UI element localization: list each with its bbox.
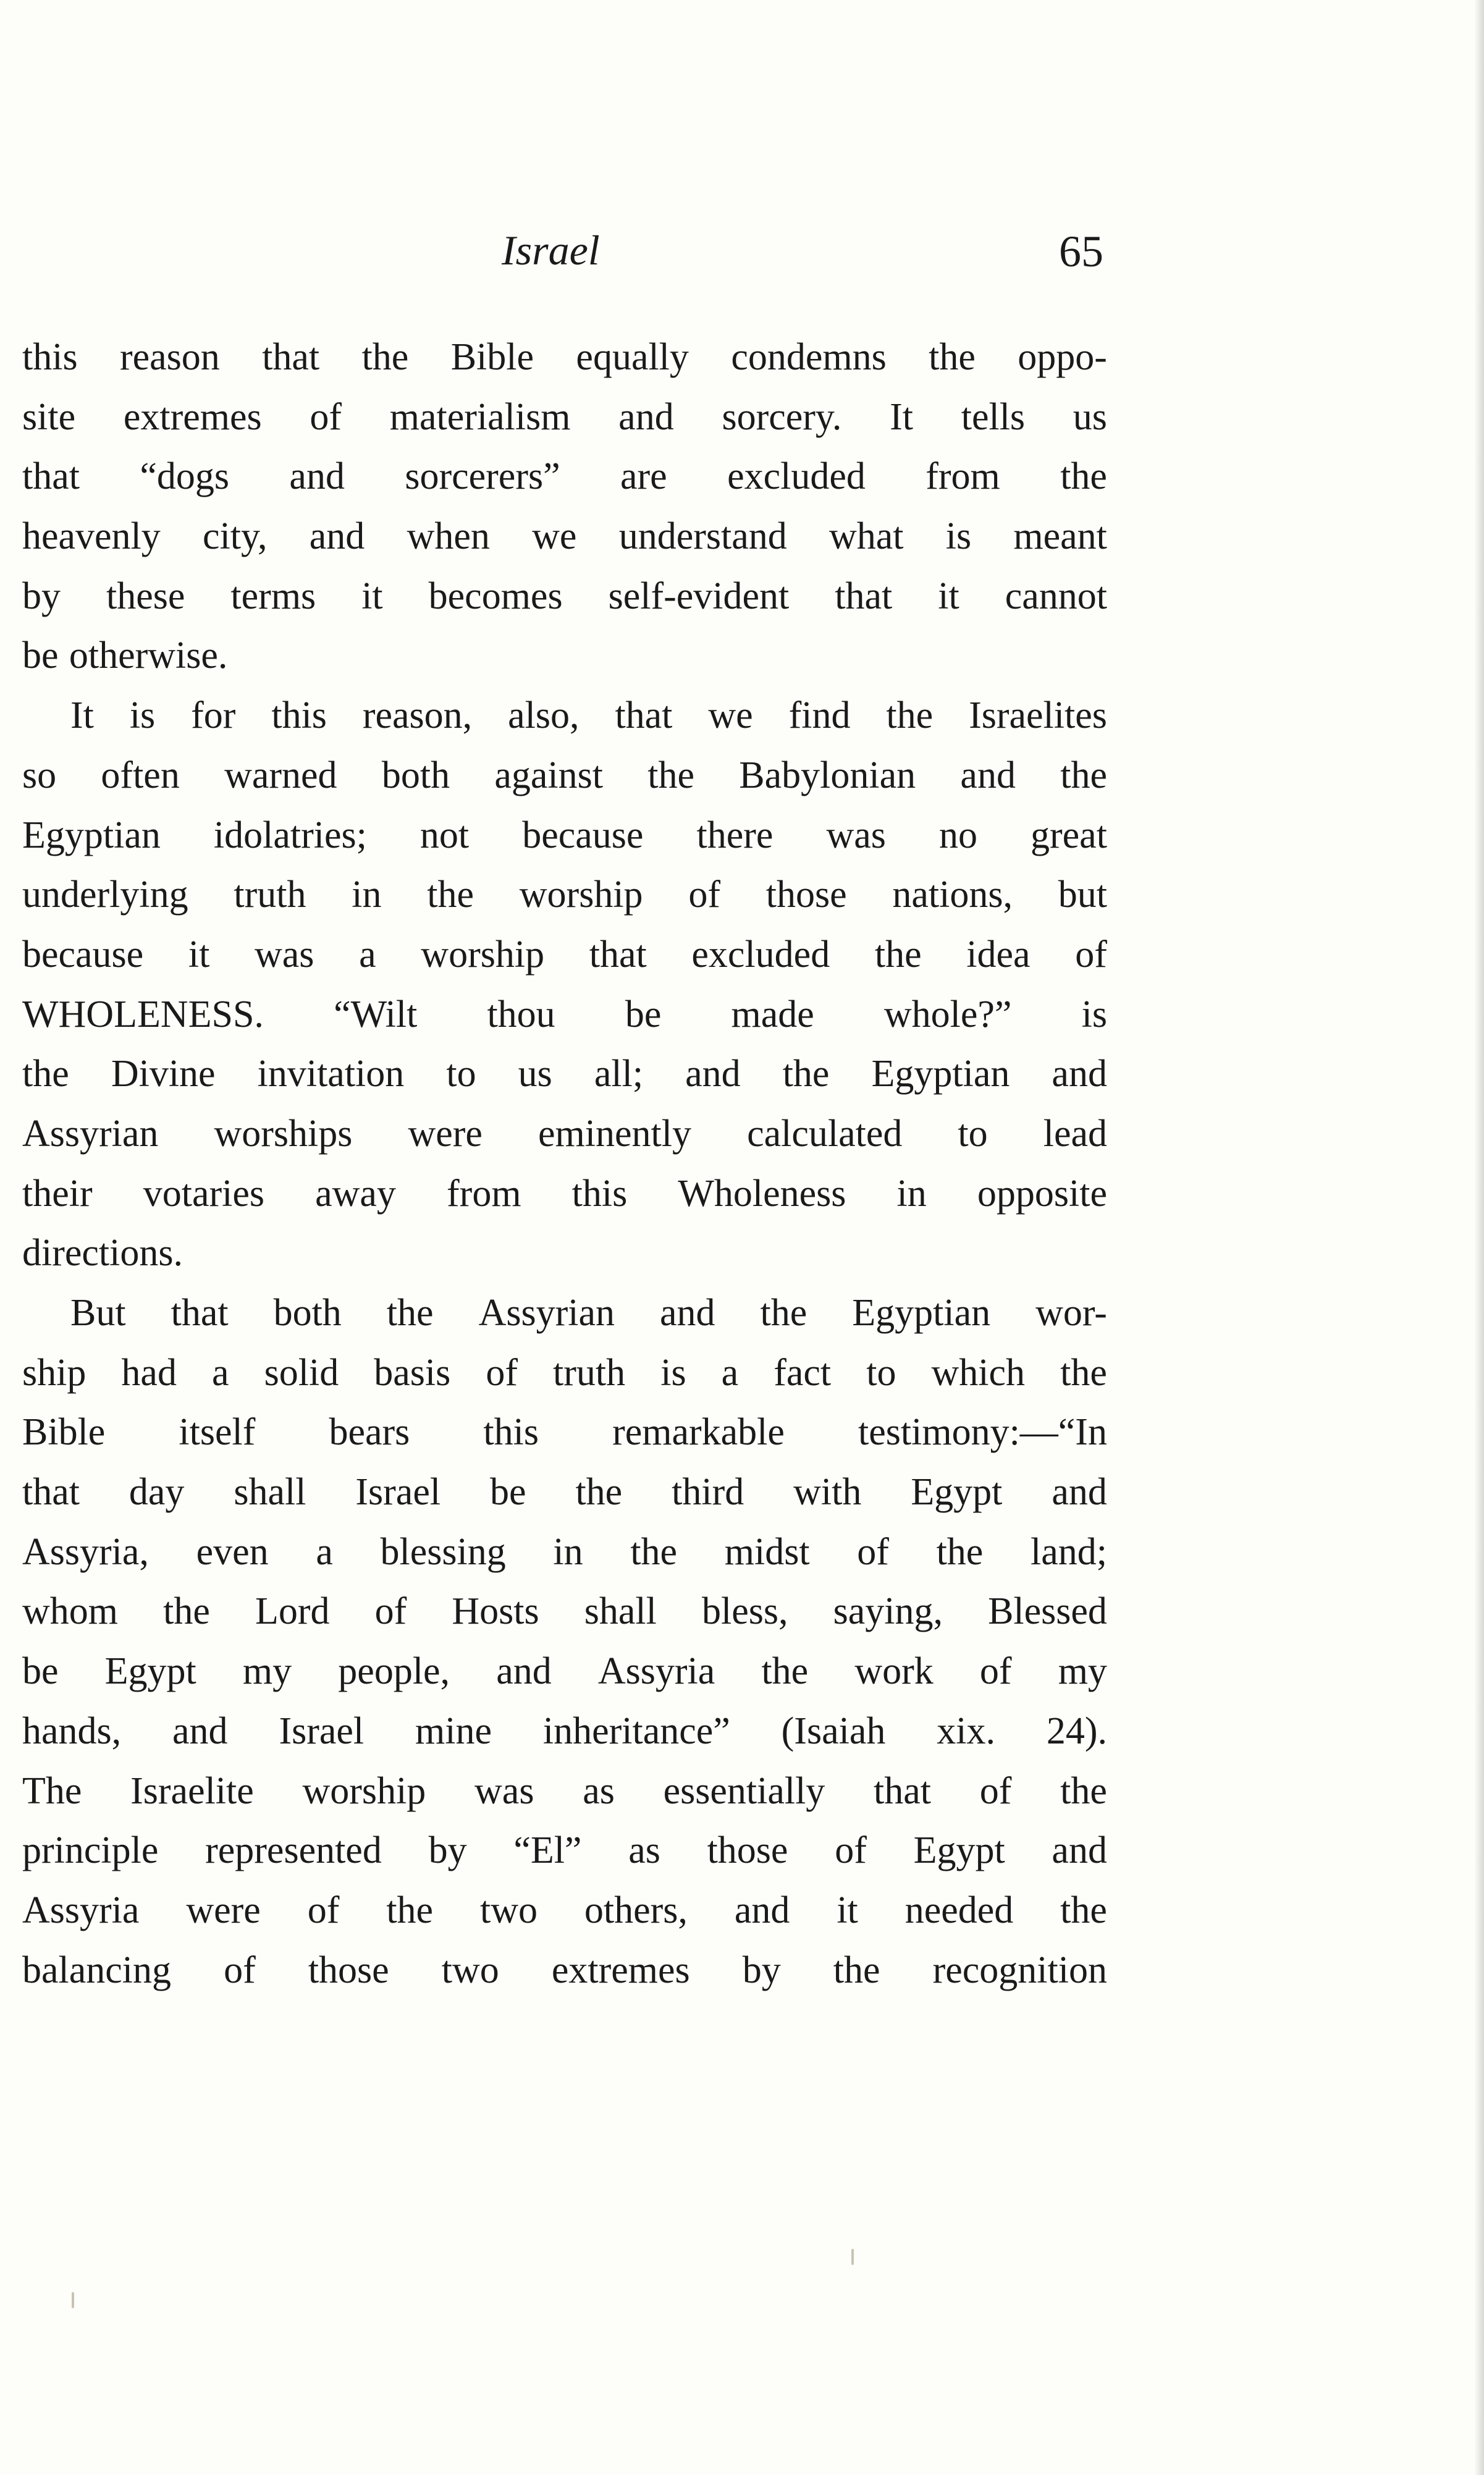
- word: represented: [205, 1829, 382, 1872]
- word: us: [1073, 395, 1107, 438]
- word: excluded: [691, 933, 830, 976]
- word: both: [381, 754, 450, 796]
- word: Egyptian: [852, 1292, 991, 1334]
- text-line: [22, 1462, 1107, 1522]
- text-line: [22, 567, 1107, 626]
- word: sorcerers”: [405, 455, 560, 498]
- text-line: [22, 1881, 1107, 1941]
- word: needed: [904, 1889, 1014, 1931]
- word: worship: [302, 1769, 426, 1812]
- word: be: [490, 1471, 526, 1514]
- word: terms: [230, 575, 316, 617]
- word: Egypt: [104, 1650, 196, 1693]
- word: underlying: [22, 874, 188, 916]
- word: others,: [584, 1889, 688, 1931]
- word: of: [486, 1351, 518, 1394]
- body-text: [22, 327, 1107, 2000]
- word: is: [1081, 993, 1107, 1035]
- word: that: [171, 1292, 229, 1334]
- paper-speck: [72, 2292, 74, 2308]
- word: reason,: [362, 694, 473, 737]
- word: lead: [1043, 1112, 1107, 1155]
- word: Egyptian: [871, 1053, 1010, 1095]
- word: that: [22, 1471, 80, 1514]
- word: the: [1060, 1889, 1107, 1931]
- word: Egypt: [913, 1829, 1005, 1872]
- word: even: [196, 1530, 269, 1573]
- word: Israelite: [130, 1769, 254, 1812]
- text-line: [22, 1701, 1107, 1761]
- word: of: [310, 395, 342, 438]
- word: the: [874, 933, 922, 976]
- word: idolatries;: [213, 814, 367, 856]
- word: my: [1058, 1650, 1107, 1693]
- word: because: [22, 933, 144, 976]
- word: invitation: [257, 1053, 405, 1095]
- word: extremes: [551, 1949, 690, 1991]
- word: that: [262, 336, 320, 378]
- word: a: [359, 933, 376, 976]
- word: the: [782, 1053, 830, 1095]
- word: of: [857, 1530, 889, 1573]
- word: and: [960, 754, 1016, 796]
- word: Lord: [255, 1590, 330, 1633]
- word: to: [866, 1351, 896, 1394]
- word: of: [979, 1650, 1012, 1693]
- word: the: [1060, 1351, 1107, 1394]
- word: reason: [119, 336, 220, 378]
- word: wor-: [1035, 1292, 1107, 1334]
- word: tells: [961, 395, 1026, 438]
- word: was: [474, 1769, 534, 1812]
- word: and: [172, 1710, 228, 1752]
- word: understand: [618, 515, 787, 558]
- word: we: [708, 694, 753, 737]
- word: meant: [1013, 515, 1107, 558]
- word: the: [833, 1949, 880, 1991]
- text-line: [22, 746, 1107, 806]
- word: worship: [421, 933, 545, 976]
- page-header: [22, 222, 1107, 290]
- word: by: [428, 1829, 467, 1872]
- word: (Isaiah: [781, 1710, 886, 1752]
- word: Bible: [450, 336, 534, 378]
- word: third: [672, 1471, 744, 1514]
- text-line: [22, 1821, 1107, 1881]
- word: those: [765, 874, 847, 916]
- word: xix.: [937, 1710, 995, 1752]
- word: it: [188, 933, 210, 976]
- word: equally: [576, 336, 689, 378]
- word: remarkable: [612, 1411, 785, 1454]
- word: what: [829, 515, 904, 558]
- paper-speck: [851, 2249, 854, 2265]
- word: sorcery.: [722, 395, 842, 438]
- word: that: [835, 575, 893, 617]
- word: that: [874, 1769, 932, 1812]
- word: “El”: [513, 1829, 582, 1872]
- word: was: [826, 814, 886, 856]
- word: of: [979, 1769, 1012, 1812]
- word: It: [890, 395, 913, 438]
- word: find: [788, 694, 851, 737]
- text-line: [22, 1223, 1107, 1283]
- word: us: [518, 1053, 552, 1095]
- word: blessing: [380, 1530, 506, 1573]
- word: there: [696, 814, 774, 856]
- word: the: [1060, 754, 1107, 796]
- word: against: [494, 754, 603, 796]
- word: the: [760, 1292, 807, 1334]
- word: those: [308, 1949, 389, 1991]
- word: this: [271, 694, 327, 737]
- paragraph: [22, 1283, 1107, 2000]
- text-line: [22, 1941, 1107, 2001]
- word: Egypt: [911, 1471, 1003, 1514]
- word: the: [163, 1590, 210, 1633]
- word: the: [386, 1889, 434, 1931]
- word: idea: [966, 933, 1031, 976]
- text-line: [22, 686, 1107, 746]
- word: a: [212, 1351, 229, 1394]
- word: Israel: [279, 1710, 365, 1752]
- word: it: [361, 575, 383, 617]
- word: is: [945, 515, 972, 558]
- word: my: [242, 1650, 292, 1693]
- text-line: [22, 507, 1107, 567]
- word: The: [22, 1769, 82, 1812]
- word: this: [571, 1172, 628, 1215]
- word: opposite: [977, 1172, 1107, 1215]
- word: But: [70, 1292, 126, 1334]
- word: both: [273, 1292, 342, 1334]
- word: we: [532, 515, 577, 558]
- word: directions.: [22, 1232, 183, 1275]
- word: often: [101, 754, 180, 796]
- word: Divine: [111, 1053, 216, 1095]
- word: but: [1058, 874, 1107, 916]
- word: city,: [203, 515, 268, 558]
- word: as: [583, 1769, 615, 1812]
- word: saying,: [833, 1590, 943, 1633]
- text-line: [22, 447, 1107, 507]
- word: bears: [329, 1411, 410, 1454]
- word: Wholeness: [678, 1172, 846, 1215]
- word: WHOLENESS.: [22, 993, 264, 1035]
- word: votaries: [143, 1172, 264, 1215]
- text-line: [22, 327, 1107, 387]
- word: oppo-: [1018, 336, 1107, 378]
- word: whole?”: [883, 993, 1012, 1035]
- word: by: [742, 1949, 781, 1991]
- word: in: [896, 1172, 927, 1215]
- word: and: [496, 1650, 552, 1693]
- word: shall: [584, 1590, 657, 1633]
- word: be: [22, 1650, 59, 1693]
- text-line: [22, 1343, 1107, 1403]
- word: that: [22, 455, 80, 498]
- text-line: [22, 1164, 1107, 1224]
- word: fact: [774, 1351, 832, 1394]
- text-line: [22, 1104, 1107, 1164]
- word: in: [352, 874, 382, 916]
- word: the: [630, 1530, 678, 1573]
- word: testimony:—“In: [858, 1411, 1107, 1454]
- word: and: [618, 395, 674, 438]
- word: warned: [224, 754, 337, 796]
- text-line: [22, 925, 1107, 985]
- text-line: [22, 1044, 1107, 1104]
- word: and: [1052, 1471, 1107, 1514]
- word: ship: [22, 1351, 86, 1394]
- word: the: [575, 1471, 623, 1514]
- running-head: Israel: [502, 227, 600, 274]
- paragraph: [22, 686, 1107, 1283]
- word: of: [307, 1889, 340, 1931]
- word: a: [721, 1351, 739, 1394]
- word: the: [647, 754, 695, 796]
- text-line: [22, 1522, 1107, 1582]
- word: to: [446, 1053, 476, 1095]
- text-line: [22, 1642, 1107, 1701]
- word: Assyrian: [22, 1112, 159, 1155]
- word: so: [22, 754, 57, 796]
- word: It: [70, 694, 94, 737]
- word: cannot: [1005, 575, 1107, 617]
- word: the: [761, 1650, 809, 1693]
- word: because: [522, 814, 644, 856]
- text-line: [22, 1761, 1107, 1821]
- word: of: [1075, 933, 1107, 976]
- text-line: [22, 1402, 1107, 1462]
- text-line: [22, 1283, 1107, 1343]
- word: when: [407, 515, 490, 558]
- word: “Wilt: [334, 993, 418, 1035]
- word: and: [309, 515, 365, 558]
- word: this: [483, 1411, 539, 1454]
- word: the: [386, 1292, 434, 1334]
- word: recognition: [932, 1949, 1107, 1991]
- word: to: [958, 1112, 988, 1155]
- word: two: [479, 1889, 538, 1931]
- word: in: [553, 1530, 583, 1573]
- word: is: [660, 1351, 686, 1394]
- word: the: [361, 336, 409, 378]
- word: and: [1052, 1053, 1107, 1095]
- word: great: [1031, 814, 1107, 856]
- word: the: [886, 694, 934, 737]
- word: this: [22, 336, 78, 378]
- word: Bible: [22, 1411, 106, 1454]
- word: of: [224, 1949, 256, 1991]
- word: worships: [214, 1112, 353, 1155]
- word: is: [129, 694, 156, 737]
- word: also,: [508, 694, 580, 737]
- word: Assyria: [597, 1650, 715, 1693]
- word: self-evident: [608, 575, 790, 617]
- word: basis: [374, 1351, 451, 1394]
- word: otherwise.: [69, 635, 228, 677]
- word: no: [938, 814, 977, 856]
- word: their: [22, 1172, 93, 1215]
- word: the: [929, 336, 976, 378]
- word: midst: [724, 1530, 810, 1573]
- word: made: [731, 993, 814, 1035]
- word: and: [685, 1053, 741, 1095]
- word: excluded: [727, 455, 866, 498]
- word: for: [191, 694, 236, 737]
- word: extremes: [123, 395, 262, 438]
- word: the: [427, 874, 474, 916]
- word: balancing: [22, 1949, 172, 1991]
- page-edge-shadow: [1474, 0, 1484, 2475]
- word: away: [315, 1172, 396, 1215]
- paragraph: [22, 327, 1107, 686]
- word: and: [289, 455, 345, 498]
- word: a: [316, 1530, 333, 1573]
- word: and: [659, 1292, 715, 1334]
- word: Assyrian: [478, 1292, 615, 1334]
- word: that: [589, 933, 647, 976]
- page-number: 65: [1059, 227, 1103, 276]
- word: land;: [1030, 1530, 1107, 1573]
- word: are: [620, 455, 667, 498]
- word: with: [793, 1471, 862, 1514]
- word: and: [734, 1889, 790, 1931]
- word: materialism: [389, 395, 571, 438]
- word: inheritance”: [542, 1710, 730, 1752]
- word: eminently: [538, 1112, 691, 1155]
- word: from: [447, 1172, 521, 1215]
- word: it: [938, 575, 959, 617]
- word: all;: [594, 1053, 644, 1095]
- word: site: [22, 395, 76, 438]
- word: condemns: [731, 336, 887, 378]
- word: Babylonian: [739, 754, 916, 796]
- word: the: [22, 1053, 69, 1095]
- text-line: [22, 1582, 1107, 1642]
- word: truth: [234, 874, 306, 916]
- word: becomes: [428, 575, 563, 617]
- word: those: [707, 1829, 788, 1872]
- word: were: [186, 1889, 261, 1931]
- word: was: [255, 933, 314, 976]
- word: solid: [264, 1351, 339, 1394]
- word: essentially: [663, 1769, 825, 1812]
- word: that: [615, 694, 673, 737]
- word: Israelites: [969, 694, 1107, 737]
- text-line: [22, 865, 1107, 925]
- word: of: [835, 1829, 867, 1872]
- text-line: [22, 806, 1107, 866]
- word: the: [1060, 455, 1107, 498]
- word: as: [628, 1829, 660, 1872]
- word: had: [121, 1351, 177, 1394]
- word: which: [931, 1351, 1026, 1394]
- word: “dogs: [140, 455, 230, 498]
- word: not: [419, 814, 470, 856]
- word: be: [22, 635, 59, 677]
- word: heavenly: [22, 515, 161, 558]
- word: thou: [487, 993, 555, 1035]
- word: people,: [338, 1650, 450, 1693]
- word: day: [129, 1471, 185, 1514]
- word: be: [625, 993, 662, 1035]
- word: Assyria: [22, 1889, 140, 1931]
- word: from: [925, 455, 1000, 498]
- text-line: [22, 626, 1107, 686]
- word: Hosts: [452, 1590, 539, 1633]
- word: the: [936, 1530, 984, 1573]
- word: of: [374, 1590, 407, 1633]
- word: Egyptian: [22, 814, 161, 856]
- text-line: [22, 387, 1107, 447]
- word: bless,: [701, 1590, 788, 1633]
- word: of: [688, 874, 720, 916]
- word: Blessed: [988, 1590, 1107, 1633]
- word: and: [1052, 1829, 1107, 1872]
- word: mine: [415, 1710, 492, 1752]
- word: whom: [22, 1590, 118, 1633]
- word: Israel: [355, 1471, 441, 1514]
- word: worship: [519, 874, 643, 916]
- text-line: [22, 985, 1107, 1045]
- word: principle: [22, 1829, 159, 1872]
- word: nations,: [892, 874, 1013, 916]
- word: two: [441, 1949, 499, 1991]
- word: itself: [179, 1411, 256, 1454]
- word: calculated: [747, 1112, 903, 1155]
- word: were: [408, 1112, 483, 1155]
- word: these: [106, 575, 185, 617]
- word: by: [22, 575, 61, 617]
- word: truth: [553, 1351, 626, 1394]
- word: 24).: [1046, 1710, 1107, 1752]
- word: work: [854, 1650, 934, 1693]
- word: the: [1060, 1769, 1107, 1812]
- word: hands,: [22, 1710, 122, 1752]
- word: it: [837, 1889, 858, 1931]
- word: shall: [234, 1471, 306, 1514]
- word: Assyria,: [22, 1530, 149, 1573]
